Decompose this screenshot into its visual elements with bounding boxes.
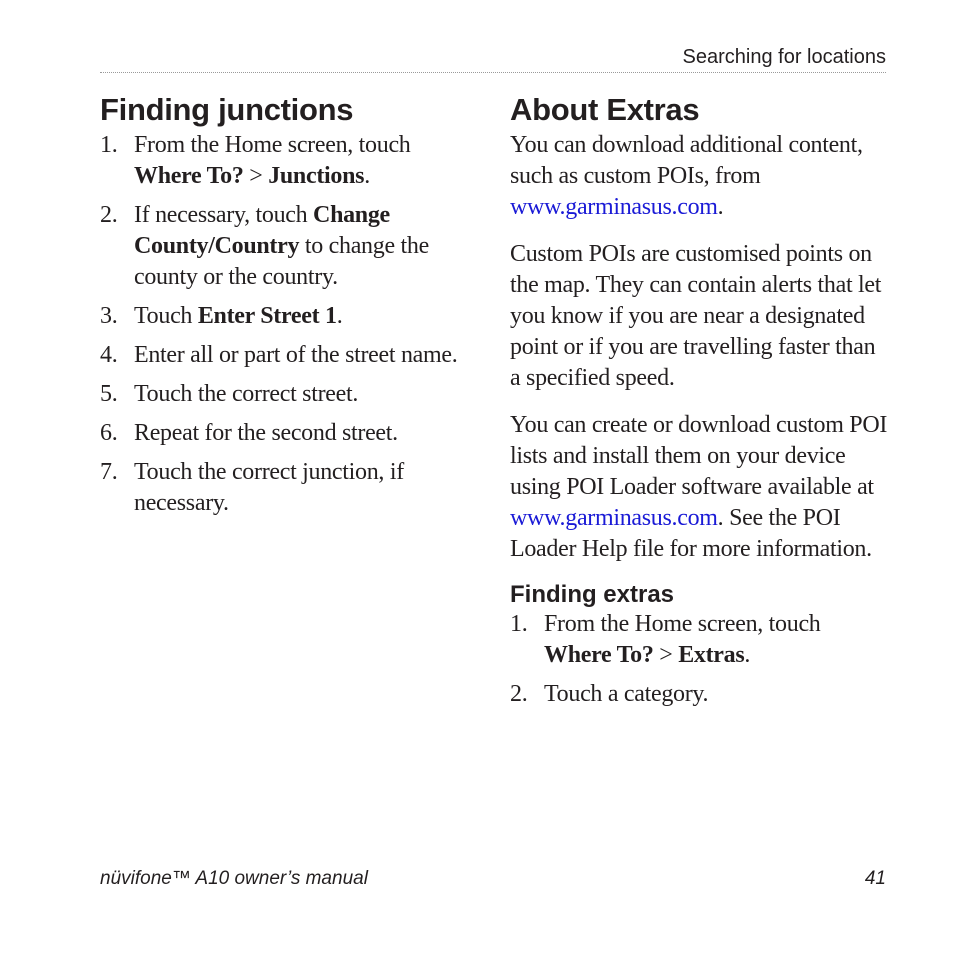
text-run: From the Home screen, touch [544,611,821,637]
step-item [100,340,470,371]
text-run: Custom POIs are customised points on the map. They can contain alerts that let you know if you are near a designated point or if you are travelling faster than a specified speed. [510,241,882,391]
text-run: . [744,642,751,668]
ui-term-bold: Where To? [134,163,244,189]
step-number: 3. [100,303,118,329]
text-run: You can create or download custom POI lists and install them on your device using POI Loader software available at [510,412,888,500]
subheading-finding-extras: Finding extras [510,581,675,608]
step-number: 2. [100,202,118,228]
ui-term-bold: Change County/Country [134,202,390,259]
text-run: > [653,642,679,668]
ui-term-bold: Junctions [268,163,365,189]
text-run: Enter all or part of the street name. [134,342,458,368]
text-run: Touch the correct junction, if necessary. [134,459,404,516]
step-number: 7. [100,459,118,485]
body-paragraph [510,410,890,565]
text-run: You can download additional content, such as custom POIs, from [510,132,863,189]
section-heading-finding-junctions: Finding junctions [100,92,354,127]
website-link[interactable]: www.garminasus.com [510,194,718,220]
page-number: 41 [864,868,886,889]
ui-term-bold: Where To? [544,642,654,668]
text-run: . [717,194,724,220]
text-run: Touch [134,303,198,329]
body-paragraph [510,130,890,223]
text-run: > [243,163,269,189]
text-run: From the Home screen, touch [134,132,411,158]
running-header: Searching for locations [682,46,886,68]
ui-term-bold: Extras [678,642,745,668]
step-item [100,130,470,192]
junction-steps-list [100,130,470,519]
text-run: Touch the correct street. [134,381,359,407]
text-run: Repeat for the second street. [134,420,398,446]
body-paragraph [510,239,890,394]
step-number: 6. [100,420,118,446]
step-item [100,301,470,332]
step-item [510,679,890,710]
step-item [100,418,470,449]
step-number: 1. [510,611,528,637]
text-run: . See the POI Loader Help file for more information. [510,505,872,562]
step-number: 2. [510,681,528,707]
text-run: . [336,303,343,329]
step-number: 4. [100,342,118,368]
section-heading-about-extras: About Extras [510,92,700,127]
text-run: Touch a category. [544,681,709,707]
ui-term-bold: Enter Street 1 [197,303,337,329]
step-number: 1. [100,132,118,158]
step-item [510,609,890,671]
step-item [100,457,470,519]
left-column [100,92,470,527]
footer-manual-title: nüvifone™ A10 owner’s manual [100,868,368,889]
step-number: 5. [100,381,118,407]
right-column [510,92,890,718]
text-run: If necessary, touch [134,202,314,228]
header-divider [100,72,886,73]
extras-steps-list [510,609,890,710]
website-link[interactable]: www.garminasus.com [510,505,718,531]
text-run: to change the county or the country. [134,233,429,290]
step-item [100,200,470,293]
about-extras-body [510,130,890,565]
text-run: . [364,163,370,189]
step-item [100,379,470,410]
